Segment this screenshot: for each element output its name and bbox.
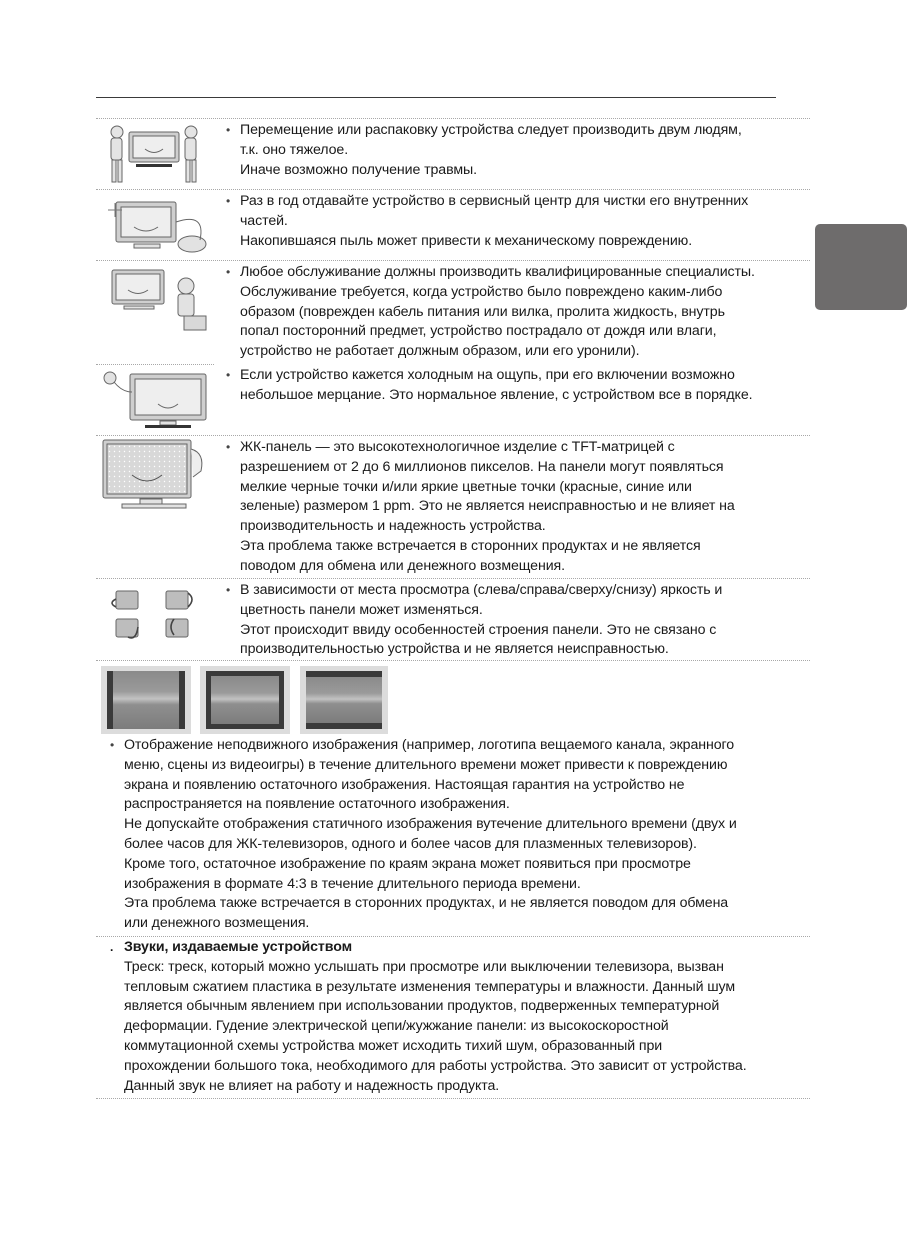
- lcd-panel-dots-icon: [102, 439, 208, 511]
- separator: [96, 260, 810, 261]
- separator: [96, 1098, 810, 1099]
- list-item: • ЖК-панель — это высокотехнологичное изделие с TFT-матрицей с разрешением от 2 до 6 миллионов пикселов. На панели могут появляться мелкие черные точки и/или яркие цветные точки (красные, синие или зеленые) размером 1 ppm. Это не является неисправностью и не влияет на производительность и надежность устройства. Эта проблема также встречается в сторонних продуктах и не является поводом для обмена или денежного возмещения.: [226, 439, 735, 574]
- separator: [96, 936, 810, 937]
- bullet-icon: •: [226, 440, 231, 454]
- image-retention-text: • Отображение неподвижного изображения (например, логотипа вещаемого канала, экранного меню, сцены из видеоигры) в течение длительного времени может привести к повреждению экрана и появлению остаточного изображения. Настоящая гарантия на устройство не распространяется на появление остаточного изображения. Не допускайте отображения статичного изображения вутечение длительного времени (двух и более часов для ЖК-телевизоров, одного и более часов для плазменных телевизоров). Кроме того, остаточное изображение по краям экрана может появиться при просмотре изображения в формате 4:3 в течение длительного периода времени. Эта проблема также встречается в сторонних продуктах, и не является поводом для обмена или денежного возмещения.: [110, 737, 737, 932]
- section-tab-marker: [815, 224, 907, 310]
- bullet-icon: .: [110, 940, 114, 954]
- bullet-icon: •: [226, 368, 231, 382]
- boxed-retention-image: [200, 666, 290, 734]
- viewing-angle-tvs-icon: [108, 587, 198, 645]
- list-item: • Любое обслуживание должны производить квалифицированные специалисты. Обслуживание требуется, когда устройство было повреждено каким-либо образом (поврежден кабель питания или вилка, пролита жидкость, внутрь попал посторонний предмет, устройство пострадало от дождя или влаги, устройство не работает должным образом, или его уронили).: [226, 264, 755, 360]
- tv-with-service-technician-icon: [98, 264, 213, 334]
- bullet-icon: •: [226, 123, 231, 137]
- sounds-section: . Звуки, издаваемые устройством Треск: треск, который можно услышать при просмотре или выключении телевизора, вызван тепловым сжатием пластика в результате изменения температуры и влажности. Данный шум является обычным явлением при использовании продуктов, подверженных температурной деформации. Гудение электрической цепи/жужжание панели: из высокоскоростной коммутационной схемы устройства может исходить тихий шум, образованный при прохождении большого тока, необходимого для работы устройства. Это зависит от устройства. Данный звук не влияет на работу и надежность продукта.: [124, 938, 814, 1096]
- list-item: • Если устройство кажется холодным на ощупь, при его включении возможно небольшое мерцание. Это нормальное явление, с устройством все в порядке.: [226, 367, 753, 403]
- section-heading: Звуки, издаваемые устройством: [124, 939, 352, 955]
- bullet-icon: •: [226, 583, 231, 597]
- tv-with-vacuum-cleaner-icon: [104, 192, 214, 258]
- separator: [96, 364, 214, 365]
- bullet-icon: •: [110, 738, 115, 752]
- waving-tv-icon: [100, 368, 210, 430]
- separator: [96, 435, 810, 436]
- list-item: • Раз в год отдавайте устройство в сервисный центр для чистки его внутренних частей. Накопившаяся пыль может привести к механическому повреждению.: [226, 193, 749, 249]
- two-people-carrying-tv-icon: [100, 122, 210, 186]
- bullet-icon: •: [226, 265, 231, 279]
- separator: [96, 189, 810, 190]
- bullet-icon: •: [226, 194, 231, 208]
- separator: [96, 578, 810, 579]
- header-rule: [96, 97, 776, 98]
- list-item: • В зависимости от места просмотра (слева/справа/сверху/снизу) яркость и цветность панели может изменяться. Этот происходит ввиду особенностей строения панели. Это не связано с производительностью устройства и не является неисправностью.: [226, 582, 723, 658]
- list-item: • Перемещение или распаковку устройства следует производить двум людям, т.к. оно тяжелое. Иначе возможно получение травмы.: [226, 122, 742, 178]
- letterbox-retention-image: [300, 666, 388, 734]
- separator: [96, 118, 810, 119]
- pillarbox-retention-image: [101, 666, 191, 734]
